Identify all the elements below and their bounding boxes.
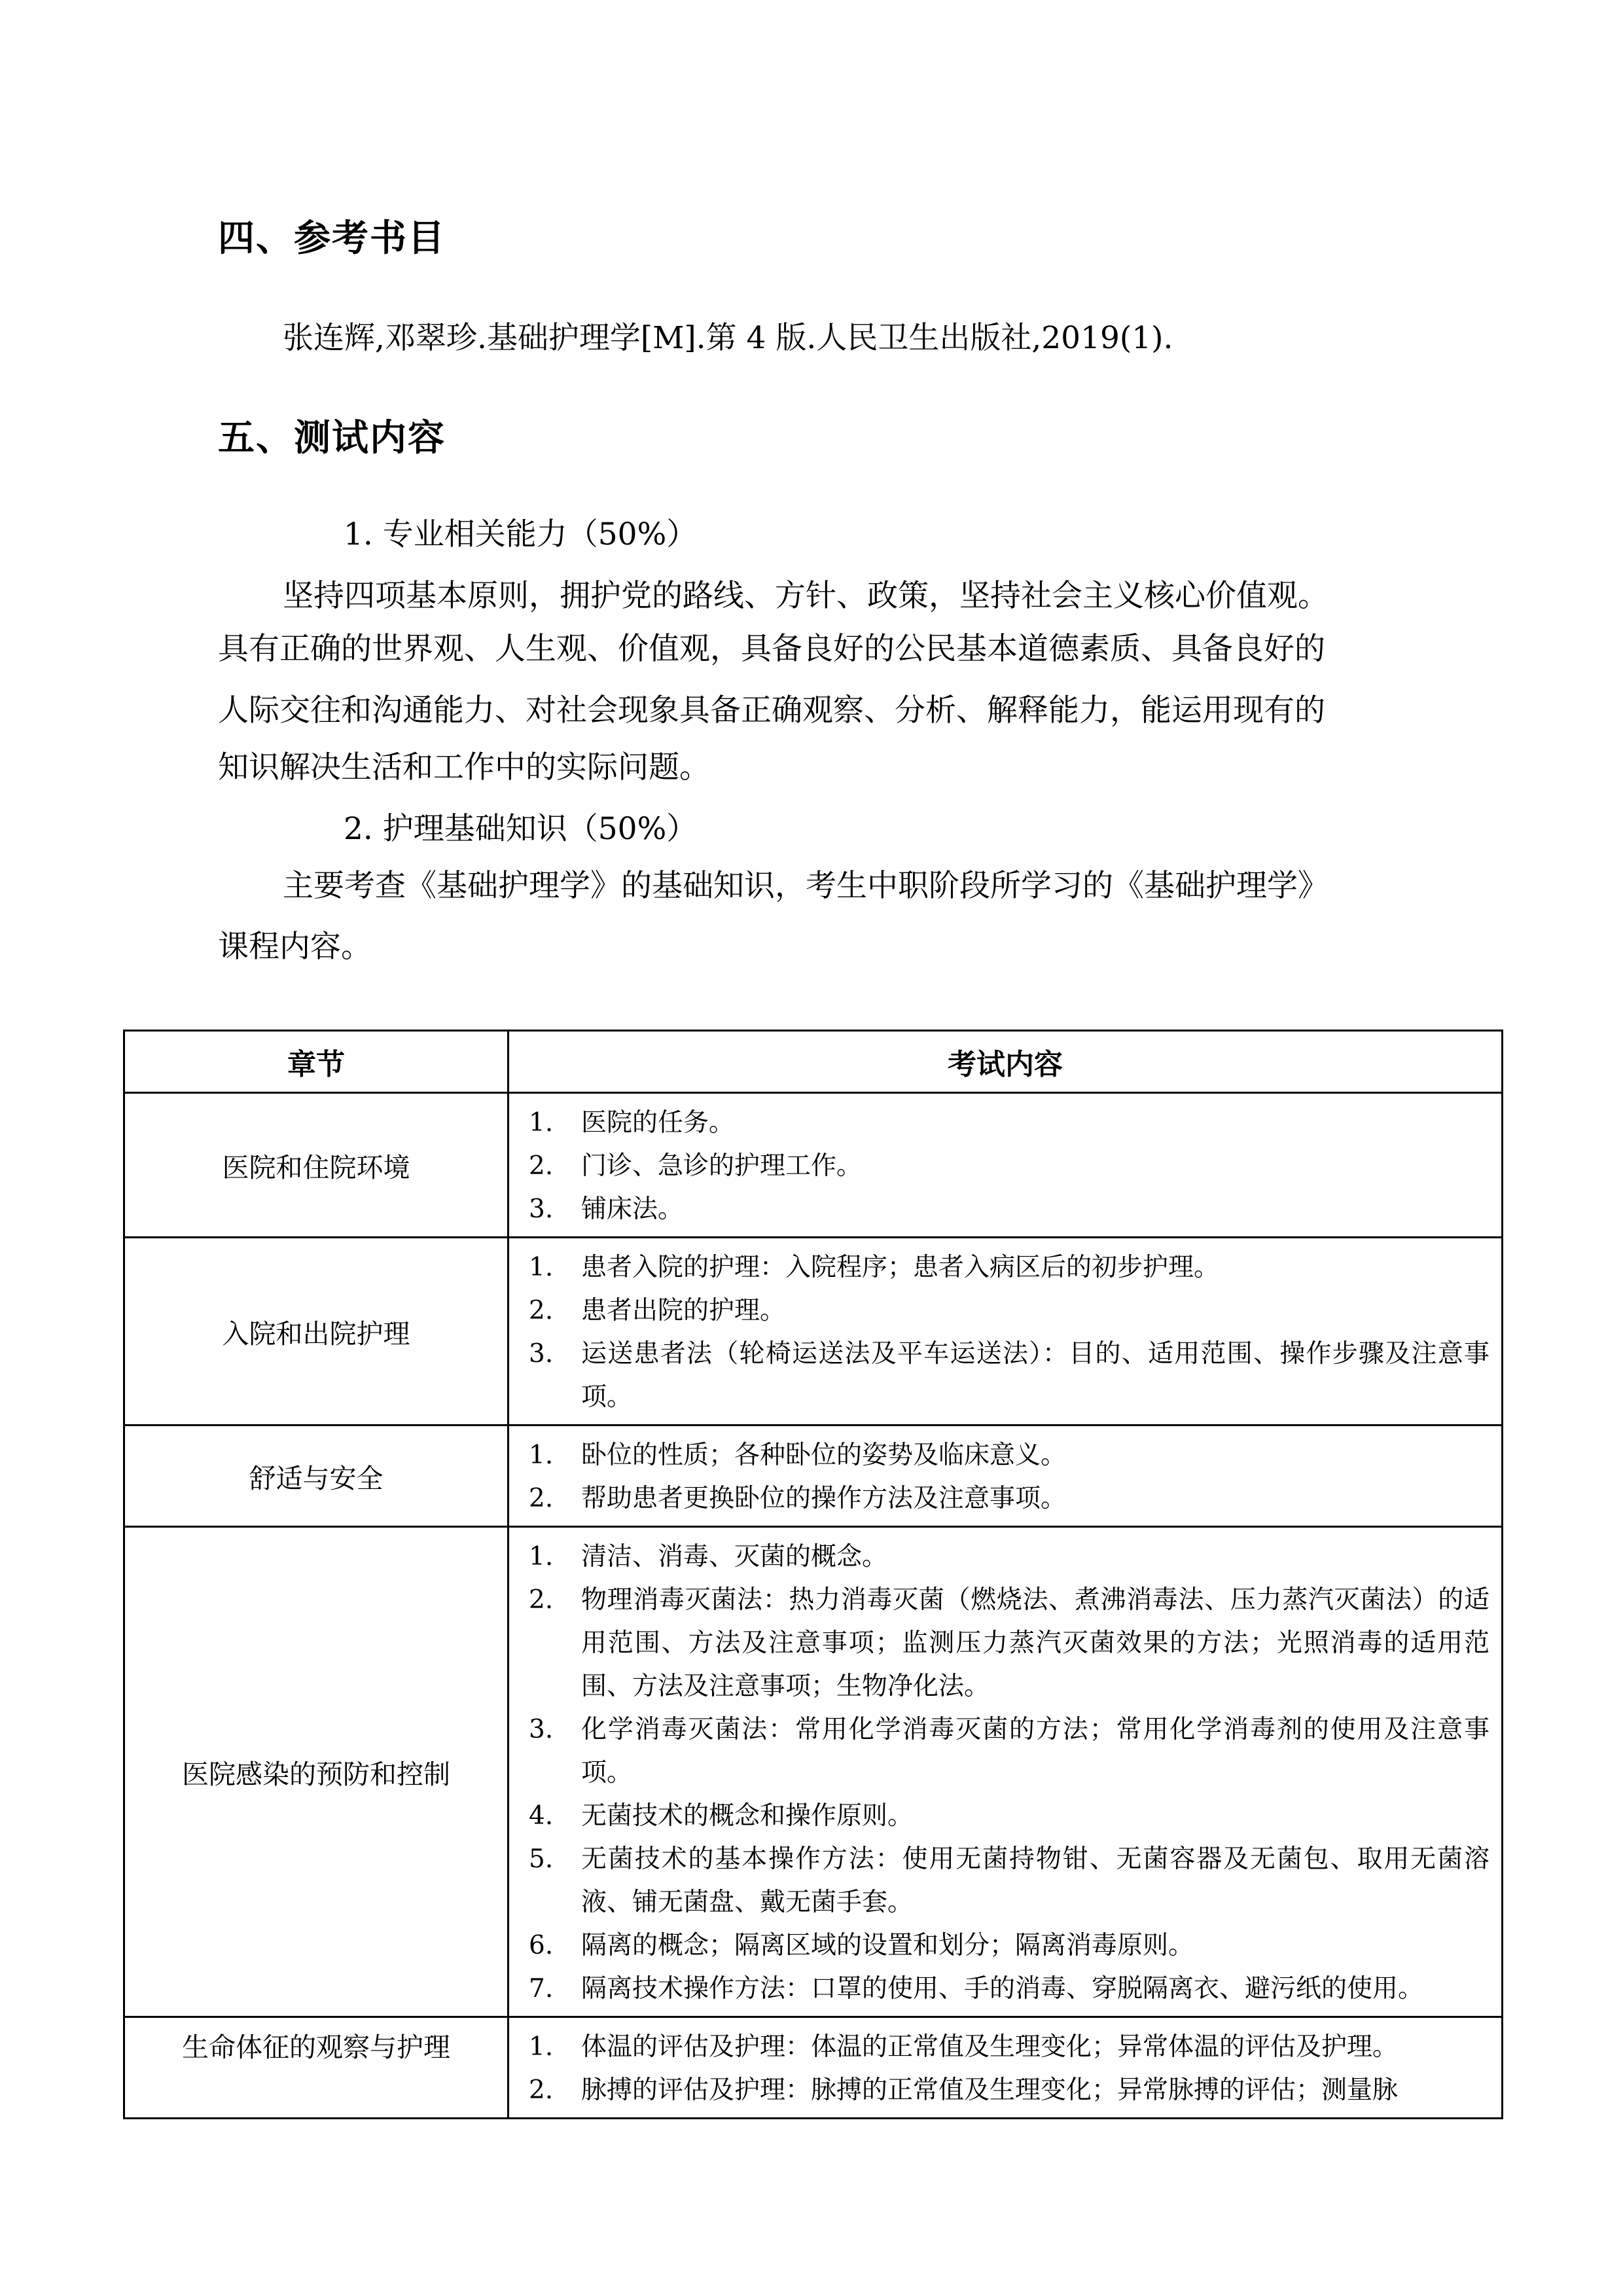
content-cell xyxy=(508,1527,1503,2017)
content-list xyxy=(509,1535,1489,2011)
list-item xyxy=(509,1246,1489,1289)
content-cell xyxy=(508,1093,1503,1238)
item-text: 清洁、消毒、灭菌的概念。 xyxy=(581,1542,888,1571)
item-number: 3. xyxy=(529,1339,554,1369)
item-number: 3. xyxy=(529,1715,554,1744)
content-cell xyxy=(508,2017,1503,2119)
item-text: 物理消毒灭菌法：热力消毒灭菌（燃烧法、煮沸消毒法、压力蒸汽灭菌法）的适用范围、方法及注意事项；监测压力蒸汽灭菌效果的方法；光照消毒的适用范围、方法及注意事项；生物净化法。 xyxy=(581,1585,1489,1701)
part2-line-1: 主要考查《基础护理学》的基础知识，考生中职阶段所学习的《基础护理学》 xyxy=(283,868,1329,904)
item-number: 1. xyxy=(529,1441,554,1470)
list-item xyxy=(509,1579,1489,1708)
item-number: 1. xyxy=(529,1542,554,1571)
item-number: 2. xyxy=(529,1296,554,1325)
content-cell xyxy=(508,1238,1503,1426)
item-text: 运送患者法（轮椅运送法及平车运送法）：目的、适用范围、操作步骤及注意事项。 xyxy=(581,1339,1489,1412)
syllabus-table xyxy=(123,1030,1503,2119)
item-text: 患者出院的护理。 xyxy=(581,1296,786,1325)
item-text: 脉搏的评估及护理：脉搏的正常值及生理变化；异常脉搏的评估；测量脉 xyxy=(581,2075,1399,2105)
table-body xyxy=(124,1093,1503,2119)
item-text: 体温的评估及护理：体温的正常值及生理变化；异常体温的评估及护理。 xyxy=(581,2032,1399,2062)
chapter-cell: 生命体征的观察与护理 xyxy=(124,2017,508,2119)
content-column-header: 考试内容 xyxy=(508,1031,1503,1093)
item-text: 隔离技术操作方法：口罩的使用、手的消毒、穿脱隔离衣、避污纸的使用。 xyxy=(581,1974,1424,2003)
list-item xyxy=(509,1924,1489,1967)
part1-line-3: 人际交往和沟通能力、对社会现象具备正确观察、分析、解释能力，能运用现有的 xyxy=(218,692,1325,728)
item-text: 隔离的概念；隔离区域的设置和划分；隔离消毒原则。 xyxy=(581,1931,1194,1960)
item-number: 1. xyxy=(529,2032,554,2062)
content-list xyxy=(509,1434,1489,1520)
list-item xyxy=(509,1795,1489,1838)
list-item xyxy=(509,1838,1489,1924)
list-item xyxy=(509,1102,1489,1145)
table-row xyxy=(124,2017,1503,2119)
item-text: 铺床法。 xyxy=(581,1194,684,1224)
chapter-cell: 医院和住院环境 xyxy=(124,1093,508,1238)
list-item xyxy=(509,1289,1489,1333)
part1-line-1: 坚持四项基本原则，拥护党的路线、方针、政策，坚持社会主义核心价值观。 xyxy=(283,578,1329,614)
table-row xyxy=(124,1093,1503,1238)
list-item xyxy=(509,2026,1489,2069)
part2-line-2: 课程内容。 xyxy=(218,929,372,965)
part1-line-2: 具有正确的世界观、人生观、价值观，具备良好的公民基本道德素质、具备良好的 xyxy=(218,631,1325,667)
item-number: 1. xyxy=(529,1253,554,1282)
item-number: 2. xyxy=(529,2075,554,2105)
item-text: 无菌技术的基本操作方法：使用无菌持物钳、无菌容器及无菌包、取用无菌溶液、铺无菌盘、戴无菌手套。 xyxy=(581,1844,1489,1917)
list-item xyxy=(509,1708,1489,1795)
item-text: 帮助患者更换卧位的操作方法及注意事项。 xyxy=(581,1484,1067,1513)
list-item xyxy=(509,1535,1489,1579)
item-text: 门诊、急诊的护理工作。 xyxy=(581,1151,863,1181)
list-item xyxy=(509,1434,1489,1477)
table-header-row xyxy=(124,1031,1503,1093)
chapter-cell: 舒适与安全 xyxy=(124,1426,508,1527)
content-list xyxy=(509,2026,1489,2112)
chapter-cell: 入院和出院护理 xyxy=(124,1238,508,1426)
item-number: 1. xyxy=(529,1108,554,1138)
part2-title: 2. 护理基础知识（50%） xyxy=(344,811,698,847)
content-cell xyxy=(508,1426,1503,1527)
table-row xyxy=(124,1527,1503,2017)
item-text: 卧位的性质；各种卧位的姿势及临床意义。 xyxy=(581,1441,1067,1470)
references-heading: 四、参考书目 xyxy=(218,217,446,260)
list-item xyxy=(509,1333,1489,1419)
content-list xyxy=(509,1102,1489,1231)
item-number: 2. xyxy=(529,1484,554,1513)
item-number: 4. xyxy=(529,1801,554,1831)
item-text: 患者入院的护理：入院程序；患者入病区后的初步护理。 xyxy=(581,1253,1220,1282)
chapter-column-header: 章节 xyxy=(124,1031,508,1093)
chapter-cell: 医院感染的预防和控制 xyxy=(124,1527,508,2017)
part1-line-4: 知识解决生活和工作中的实际问题。 xyxy=(218,749,710,785)
list-item xyxy=(509,1967,1489,2011)
list-item xyxy=(509,1188,1489,1231)
item-number: 2. xyxy=(529,1151,554,1181)
item-text: 医院的任务。 xyxy=(581,1108,735,1138)
reference-citation: 张连辉,邓翠珍.基础护理学[M].第 4 版.人民卫生出版社,2019(1). xyxy=(283,320,1173,356)
item-number: 5. xyxy=(529,1844,554,1874)
item-number: 7. xyxy=(529,1974,554,2003)
test-content-heading: 五、测试内容 xyxy=(218,417,446,459)
item-text: 化学消毒灭菌法：常用化学消毒灭菌的方法；常用化学消毒剂的使用及注意事项。 xyxy=(581,1715,1489,1787)
item-number: 2. xyxy=(529,1585,554,1615)
item-text: 无菌技术的概念和操作原则。 xyxy=(581,1801,914,1831)
list-item xyxy=(509,1145,1489,1188)
table-row xyxy=(124,1426,1503,1527)
item-number: 3. xyxy=(529,1194,554,1224)
list-item xyxy=(509,2069,1489,2112)
list-item xyxy=(509,1477,1489,1520)
content-list xyxy=(509,1246,1489,1419)
item-number: 6. xyxy=(529,1931,554,1960)
part1-title: 1. 专业相关能力（50%） xyxy=(344,516,698,552)
table-row xyxy=(124,1238,1503,1426)
